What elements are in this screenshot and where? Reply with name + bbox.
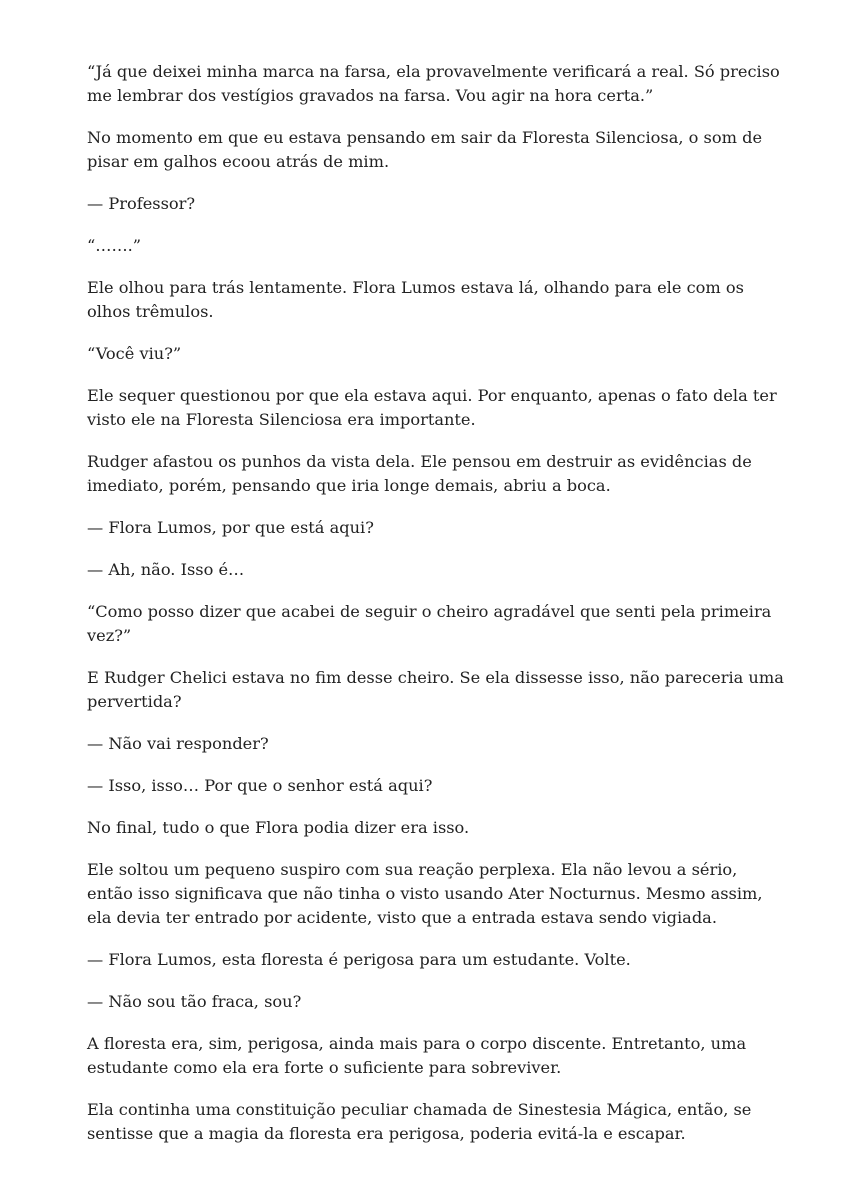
paragraph: “Como posso dizer que acabei de seguir o cheiro agradável que senti pela primeira vez?” xyxy=(87,602,772,645)
paragraph: “Já que deixei minha marca na farsa, ela provavelmente verificará a real. Só preciso me lembrar dos vestígios gravados na farsa. Vou agir na hora certa.” xyxy=(87,62,780,105)
paragraph: — Flora Lumos, esta floresta é perigosa para um estudante. Volte. xyxy=(87,950,631,969)
paragraph: — Isso, isso… Por que o senhor está aqui? xyxy=(87,776,433,795)
paragraph: — Professor? xyxy=(87,194,196,213)
paragraph: — Ah, não. Isso é… xyxy=(87,560,245,579)
paragraph: — Não sou tão fraca, sou? xyxy=(87,992,302,1011)
paragraph: Ele soltou um pequeno suspiro com sua reação perplexa. Ela não levou a sério, então isso significava que não tinha o visto usando Ater Nocturnus. Mesmo assim, ela devia ter entrado por acidente, visto que a entrada estava sendo vigiada. xyxy=(87,860,763,927)
paragraph: No momento em que eu estava pensando em sair da Floresta Silenciosa, o som de pisar em galhos ecoou atrás de mim. xyxy=(87,128,763,171)
paragraph: Ele sequer questionou por que ela estava aqui. Por enquanto, apenas o fato dela ter visto ele na Floresta Silenciosa era importante. xyxy=(87,386,777,429)
paragraph: — Flora Lumos, por que está aqui? xyxy=(87,518,374,537)
paragraph: “…….” xyxy=(87,236,142,255)
paragraph: — Não vai responder? xyxy=(87,734,269,753)
paragraph: E Rudger Chelici estava no fim desse cheiro. Se ela dissesse isso, não pareceria uma pervertida? xyxy=(87,668,784,711)
paragraph: A floresta era, sim, perigosa, ainda mais para o corpo discente. Entretanto, uma estudante como ela era forte o suficiente para sobreviver. xyxy=(87,1034,747,1077)
paragraph: Ela continha uma constituição peculiar chamada de Sinestesia Mágica, então, se sentisse que a magia da floresta era perigosa, poderia evitá-la e escapar. xyxy=(87,1100,752,1143)
paragraph: Ele olhou para trás lentamente. Flora Lumos estava lá, olhando para ele com os olhos trêmulos. xyxy=(87,278,744,321)
paragraph: No final, tudo o que Flora podia dizer era isso. xyxy=(87,818,470,837)
paragraph: “Você viu?” xyxy=(87,344,182,363)
paragraph: Rudger afastou os punhos da vista dela. Ele pensou em destruir as evidências de imediato, porém, pensando que iria longe demais, abriu a boca. xyxy=(87,452,752,495)
